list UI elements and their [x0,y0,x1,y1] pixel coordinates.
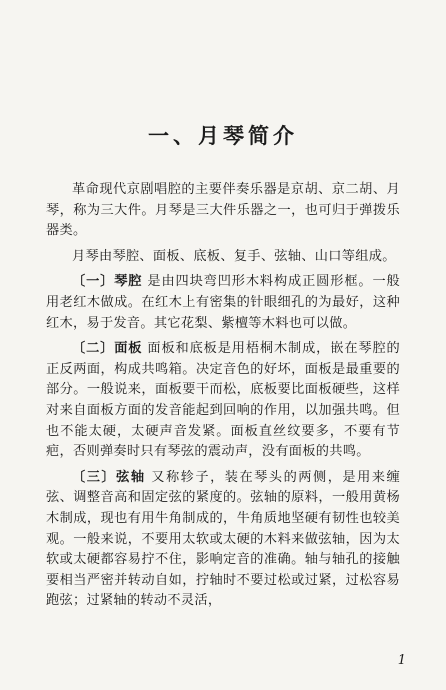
section-paragraph [46,272,400,334]
section-text: 又称轸子，装在琴头的两侧，是用来缠弦、调整音高和固定弦的紧度的。弦轴的原料，一般用黄杨木制成，现也有用牛角制成的，牛角质地坚硬有韧性也较美观。一般来说，不要用太软或太硬的木料来做弦轴，因为太软或太硬都容易拧不住，影响定音的准确。轴与轴孔的接触要相当严密并转动自如，拧轴时不要过松或过紧，过松容易跑弦；过紧轴的转动不灵活， [46,469,401,609]
section-heading: 〔一〕琴腔 [72,274,143,290]
page-number: 1 [397,653,406,668]
section-text: 面板和底板是用梧桐木制成，嵌在琴腔的正反两面，构成共鸣箱。决定音色的好坏，面板是最重要的部分。一般说来，面板要干而松，底板要比面板硬些，这样对来自面板方面的发音能起到回响的作用，以加强共鸣。但也不能太硬，太硬声音发紧。面板直丝纹要多，不要有节疤，否则弹奏时只有琴弦的震动声，没有面板的共鸣。 [46,341,400,460]
section-paragraph [46,468,400,612]
section-text: 是由四块弯凹形木料构成正圆形框。一般用老红木做成。在红木上有密集的针眼细孔的为最好，这种红木，易于发音。其它花梨、紫檀等木料也可以做。 [46,274,400,331]
paragraph: 革命现代京剧唱腔的主要伴奏乐器是京胡、京二胡、月琴，称为三大件。月琴是三大件乐器之一，也可归于弹拨乐器类。 [46,182,400,239]
section-heading: 〔二〕面板 [72,341,143,357]
body-text [46,180,400,617]
section-heading: 〔三〕弦轴 [72,469,146,485]
section-paragraph [46,339,400,463]
paragraph: 月琴由琴腔、面板、底板、复手、弦轴、山口等组成。 [72,248,396,264]
chapter-title: 一、月琴简介 [148,123,298,148]
